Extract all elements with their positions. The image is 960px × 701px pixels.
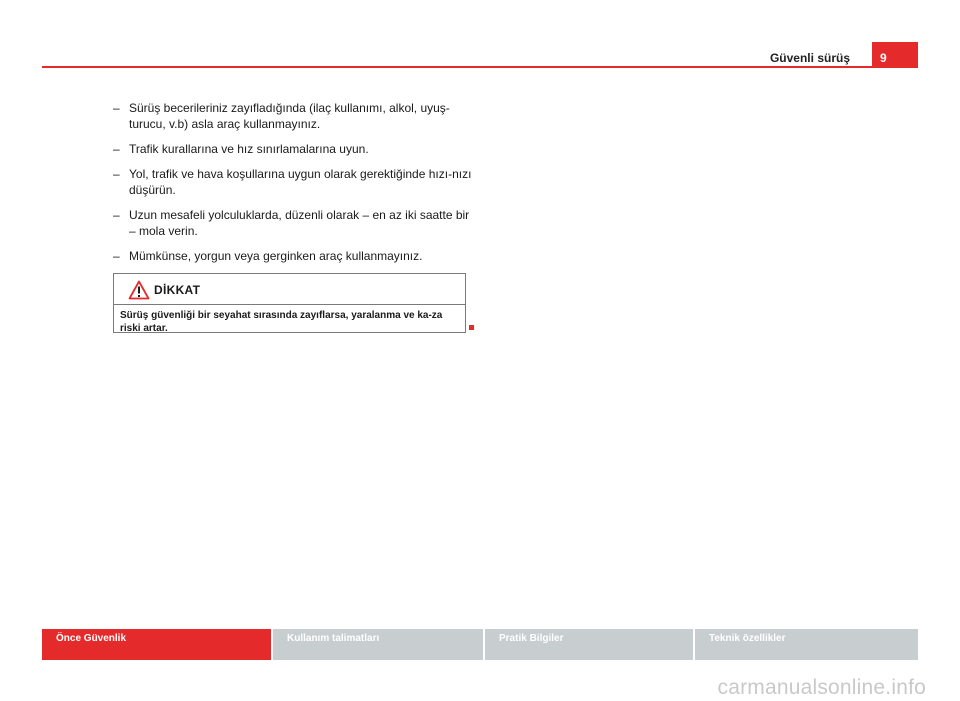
dash-marker: – <box>113 167 120 181</box>
list-item-text: Sürüş becerileriniz zayıfladığında (ilaç kullanımı, alkol, uyuş-turucu, v.b) asla araç kullanmayınız. <box>129 101 450 131</box>
list-item-text: Trafik kurallarına ve hız sınırlamalarına uyun. <box>129 142 369 156</box>
tab-once-guvenlik[interactable]: Önce Güvenlik <box>42 629 271 660</box>
dash-marker: – <box>113 101 120 115</box>
warning-box <box>113 273 466 333</box>
warning-label: DİKKAT <box>154 283 201 297</box>
warning-text: Sürüş güvenliği bir seyahat sırasında zayıflarsa, yaralanma ve ka-za riski artar. <box>120 310 443 334</box>
dash-marker: – <box>113 142 120 156</box>
tab-teknik-ozellikler[interactable]: Teknik özellikler <box>695 629 918 660</box>
tab-pratik-bilgiler[interactable]: Pratik Bilgiler <box>485 629 693 660</box>
dash-marker: – <box>113 208 120 222</box>
watermark: carmanualsonline.info <box>717 676 926 699</box>
list-item <box>113 100 473 132</box>
list-item <box>113 248 473 264</box>
dash-marker: – <box>113 249 120 263</box>
list-item <box>113 141 473 157</box>
list-item-text: Mümkünse, yorgun veya gerginken araç kullanmayınız. <box>129 249 423 263</box>
page-number-badge <box>872 42 918 68</box>
warning-triangle-icon <box>128 280 150 300</box>
header-divider <box>42 66 918 68</box>
section-end-marker <box>469 325 474 330</box>
warning-header <box>114 274 465 305</box>
list-item-text: Uzun mesafeli yolculuklarda, düzenli olarak – en az iki saatte bir – mola verin. <box>129 208 470 238</box>
page-number: 9 <box>880 51 887 65</box>
list-item <box>113 207 473 239</box>
footer-navigation <box>42 629 918 660</box>
section-title: Güvenli sürüş <box>769 51 850 65</box>
list-item-text: Yol, trafik ve hava koşullarına uygun olarak gerektiğinde hızı-nızı düşürün. <box>129 167 472 197</box>
instruction-list <box>113 100 473 273</box>
tab-kullanim-talimatlari[interactable]: Kullanım talimatları <box>273 629 483 660</box>
list-item <box>113 166 473 198</box>
